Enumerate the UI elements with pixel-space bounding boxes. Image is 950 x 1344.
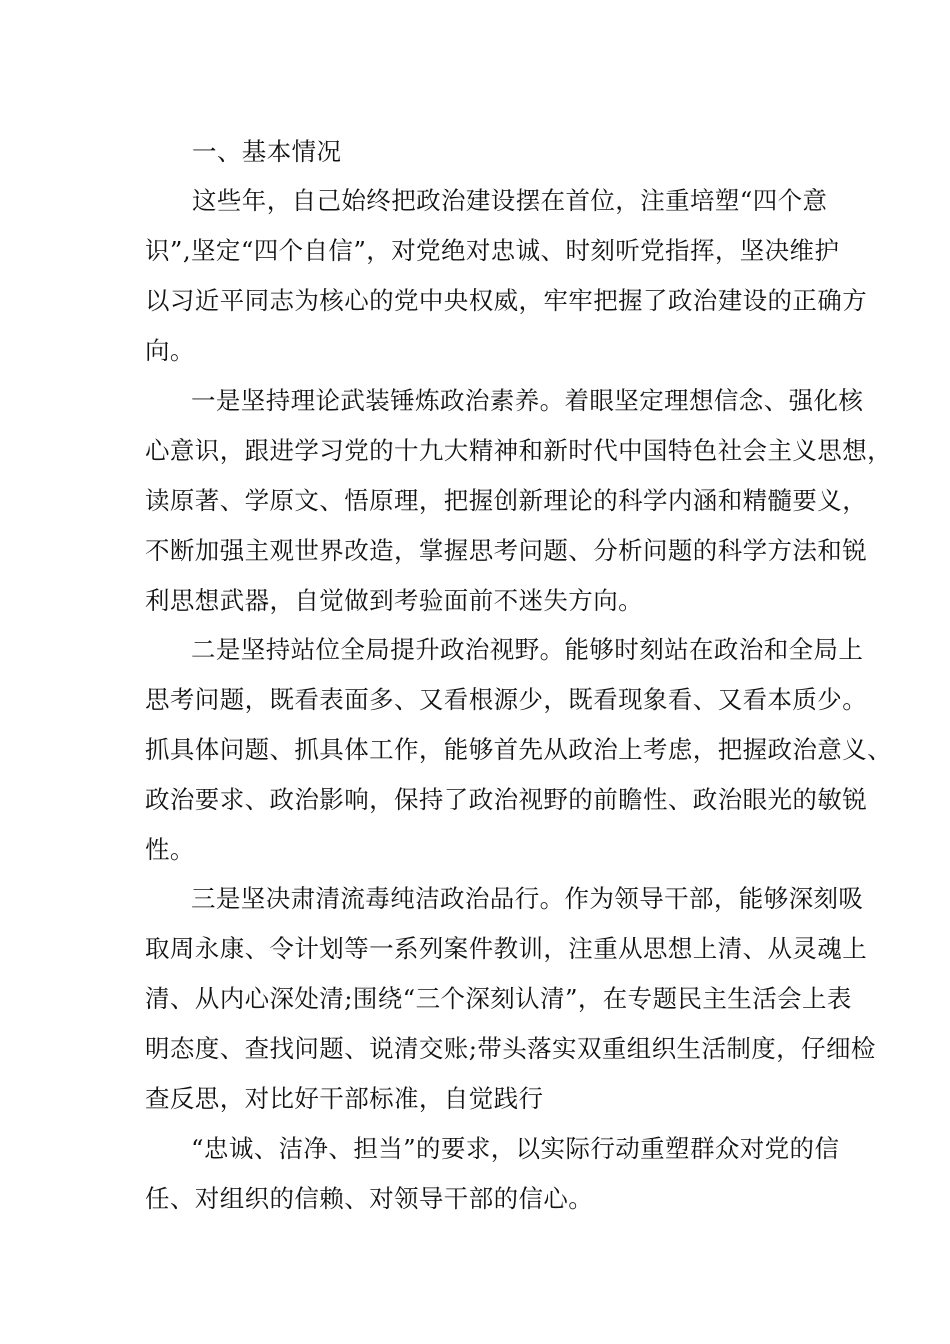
paragraph-line: 心意识，跟进学习党的十九大精神和新时代中国特色社会主义思想， xyxy=(145,436,892,465)
paragraph-line: 清、从内心深处清;围绕“三个深刻认清”，在专题民主生活会上表 xyxy=(145,984,852,1013)
paragraph-line: 以习近平同志为核心的党中央权威，牢牢把握了政治建设的正确方 xyxy=(145,286,868,315)
paragraph-line: 读原著、学原文、悟原理，把握创新理论的科学内涵和精髓要义， xyxy=(145,486,868,515)
paragraph-line: 查反思，对比好干部标准，自觉践行 xyxy=(145,1084,544,1113)
paragraph-line: 政治要求、政治影响，保持了政治视野的前瞻性、政治眼光的敏锐 xyxy=(145,785,868,814)
paragraph-line: “忠诚、洁净、担当”的要求，以实际行动重塑群众对党的信 xyxy=(191,1134,840,1163)
paragraph-line: 三是坚决肃清流毒纯洁政治品行。作为领导干部，能够深刻吸 xyxy=(191,884,864,913)
paragraph-line: 不断加强主观世界改造，掌握思考问题、分析问题的科学方法和锐 xyxy=(145,536,868,565)
paragraph-line: 识”,坚定“四个自信”，对党绝对忠诚、时刻听党指挥，坚决维护 xyxy=(145,236,840,265)
paragraph-line: 向。 xyxy=(145,336,195,365)
paragraph-line: 性。 xyxy=(145,835,195,864)
paragraph-line: 二是坚持站位全局提升政治视野。能够时刻站在政治和全局上 xyxy=(191,635,864,664)
paragraph-line: 明态度、查找问题、说清交账;带头落实双重组织生活制度，仔细检 xyxy=(145,1034,876,1063)
paragraph-line: 任、对组织的信赖、对领导干部的信心。 xyxy=(145,1184,594,1213)
paragraph-line: 这些年，自己始终把政治建设摆在首位，注重培塑“四个意 xyxy=(192,186,828,215)
paragraph-line: 利思想武器，自觉做到考验面前不迷失方向。 xyxy=(145,586,643,615)
section-heading: 一、基本情况 xyxy=(192,137,342,166)
paragraph-line: 思考问题，既看表面多、又看根源少，既看现象看、又看本质少。 xyxy=(145,685,868,714)
paragraph-line: 抓具体问题、抓具体工作，能够首先从政治上考虑，把握政治意义、 xyxy=(145,735,892,764)
paragraph-line: 取周永康、令计划等一系列案件教训，注重从思想上清、从灵魂上 xyxy=(145,934,868,963)
paragraph-line: 一是坚持理论武装锤炼政治素养。着眼坚定理想信念、强化核 xyxy=(191,386,864,415)
